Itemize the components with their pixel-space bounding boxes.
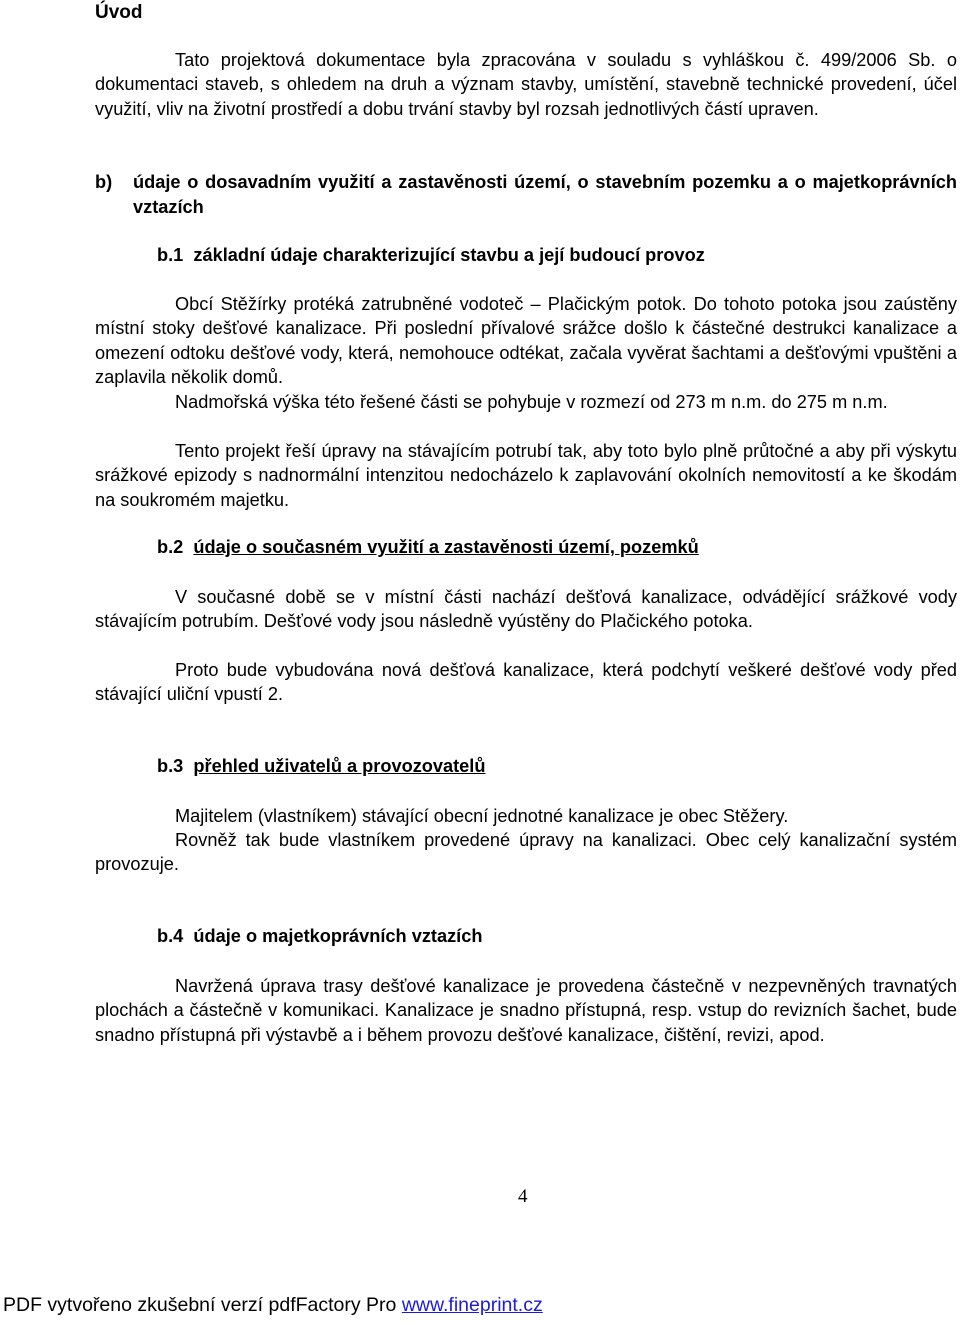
section-b-heading: [95, 170, 957, 219]
b1-paragraph-3: [95, 439, 957, 512]
b3-number: b.3: [157, 756, 184, 776]
footer-text: PDF vytvořeno zkušební verzí pdfFactory Pro: [3, 1294, 402, 1316]
b1-paragraph-3-text: Tento projekt řeší úpravy na stávajícím potrubí tak, aby toto bylo plně průtočné a aby při výskytu srážkové epizody s nadnormální intenzitou nedocházelo k zaplavování okolních nemovitostí a ke škodám na soukromém majetku.: [95, 441, 957, 510]
b4-paragraph-1-text: Navržená úprava trasy dešťové kanalizace je provedena částečně v nezpevněných travnatých plochách a částečně v komunikaci. Kanalizace je snadno přístupná, resp. vstup do revizních šachet, bude snadno přístupná při výstavbě a i během provozu dešťové kanalizace, čištění, revizi, apod.: [95, 976, 957, 1045]
intro-paragraph-text: Tato projektová dokumentace byla zpracována v souladu s vyhláškou č. 499/2006 Sb. o dokumentaci staveb, s ohledem na druh a význam stavby, umístění, stavebně technické provedení, účel využití, vliv na životní prostředí a dobu trvání stavby byl rozsah jednotlivých částí upraven.: [95, 50, 957, 119]
b2-paragraph-2-text: Proto bude vybudována nová dešťová kanalizace, která podchytí veškeré dešťové vody před stávající uliční vpustí 2.: [95, 660, 957, 705]
footer-link[interactable]: www.fineprint.cz: [401, 1294, 543, 1316]
b3-heading: [157, 756, 485, 777]
b1-heading: [157, 245, 705, 266]
intro-heading: Úvod: [95, 2, 143, 23]
b2-heading: [157, 537, 699, 558]
section-b-title: údaje o dosavadním využití a zastavěnosti území, o stavebním pozemku a o majetkoprávních vztazích: [133, 172, 957, 217]
b3-paragraph-2-text: Rovněž tak bude vlastníkem provedené úpravy na kanalizaci. Obec celý kanalizační systém provozuje.: [95, 830, 957, 875]
b3-paragraph-1-text: Majitelem (vlastníkem) stávající obecní jednotné kanalizace je obec Stěžery.: [175, 806, 789, 826]
b3-paragraph-1: [95, 804, 957, 828]
b3-paragraph-2: [95, 828, 957, 877]
b2-paragraph-1-text: V současné době se v místní části nachází dešťová kanalizace, odvádějící srážkové vody stávajícím potrubím. Dešťové vody jsou následně vyústěny do Plačického potoka.: [95, 587, 957, 632]
b1-paragraph-1: [95, 292, 957, 389]
footer: [3, 1294, 543, 1317]
section-b-label: b): [95, 172, 113, 192]
b1-number: b.1: [157, 245, 184, 265]
b1-paragraph-2-text: Nadmořská výška této řešené části se pohybuje v rozmezí od 273 m n.m. do 275 m n.m.: [175, 392, 888, 412]
b4-paragraph-1: [95, 974, 957, 1047]
b4-number: b.4: [157, 926, 184, 946]
intro-paragraph: [95, 48, 957, 121]
b3-title: přehled uživatelů a provozovatelů: [193, 756, 486, 776]
b2-paragraph-2: [95, 658, 957, 707]
b1-paragraph-1-text: Obcí Stěžírky protéká zatrubněné vodoteč – Plačickým potok. Do tohoto potoka jsou zaústěny místní stoky dešťové kanalizace. Při poslední přívalové srážce došlo k částečné destrukci kanalizace a omezení odtoku dešťové vody, která, nemohouce odtékat, začala vyvěrat šachtami a dešťovými vpuštěni a zaplavila několik domů.: [95, 294, 957, 387]
b2-title: údaje o současném využití a zastavěnosti území, pozemků: [193, 537, 699, 557]
b4-heading: [157, 926, 482, 947]
b4-title: údaje o majetkoprávních vztazích: [193, 926, 483, 946]
page-number: 4: [518, 1186, 528, 1207]
b1-paragraph-2: [95, 390, 957, 414]
b1-title: základní údaje charakterizující stavbu a její budoucí provoz: [193, 245, 705, 265]
b2-paragraph-1: [95, 585, 957, 634]
b2-number: b.2: [157, 537, 184, 557]
